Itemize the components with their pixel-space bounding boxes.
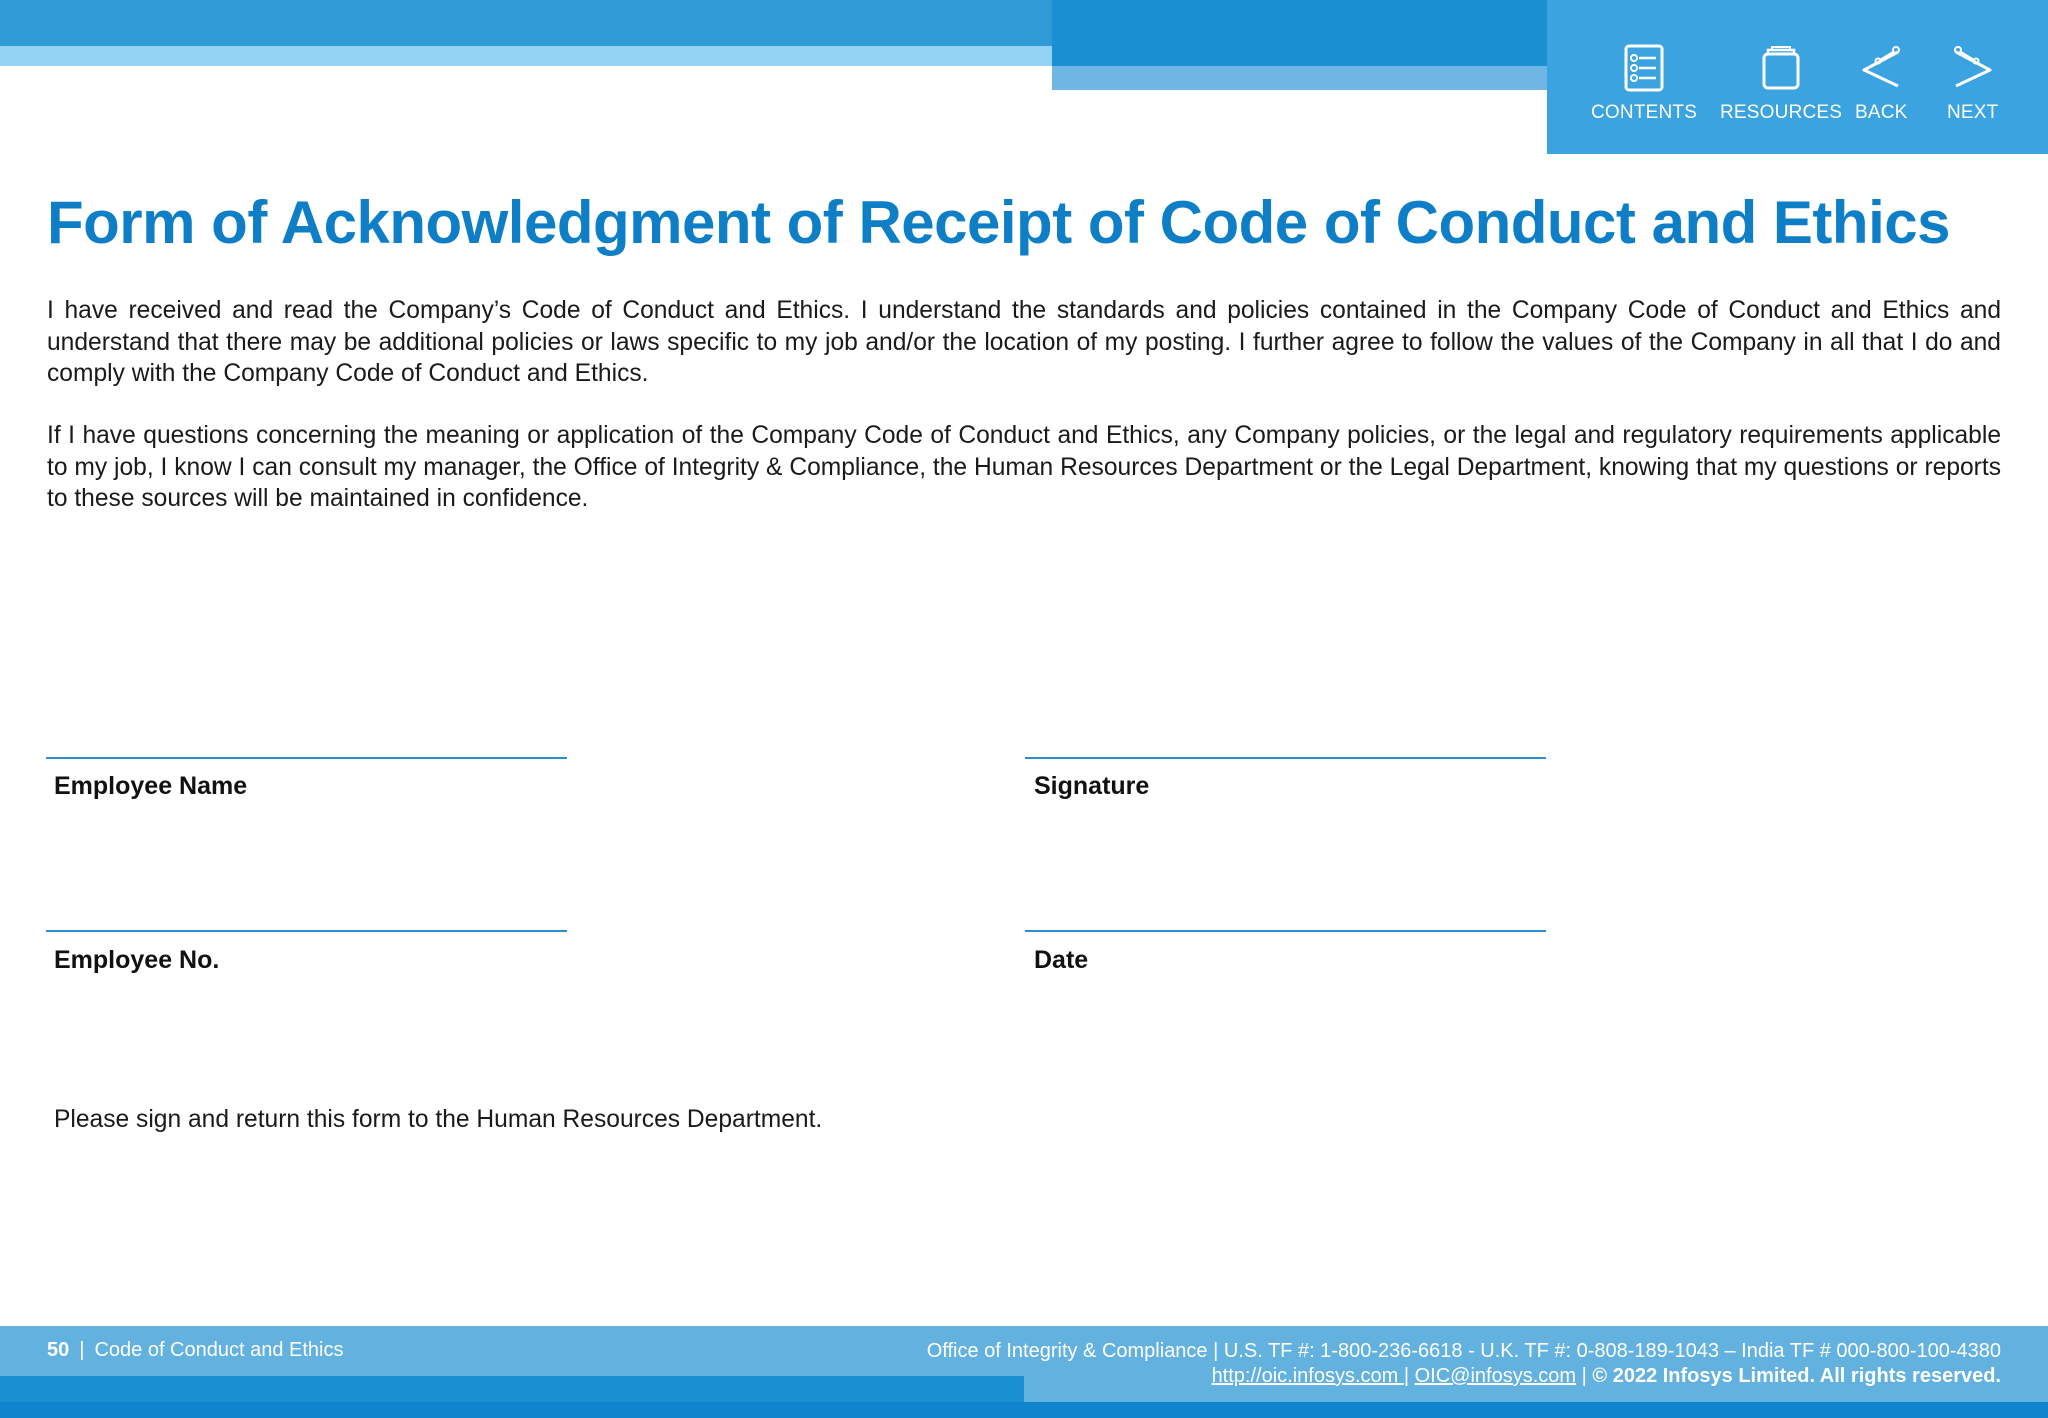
- nav-panel: [1547, 0, 2048, 154]
- footer-band-dark: [0, 1376, 1024, 1402]
- employee-name-line[interactable]: [46, 757, 567, 759]
- signature-line[interactable]: [1025, 757, 1546, 759]
- contents-button[interactable]: [1591, 44, 1697, 124]
- contents-label: CONTENTS: [1591, 102, 1698, 123]
- footer-doc-name: Code of Conduct and Ethics: [94, 1339, 344, 1361]
- employee-name-label: Employee Name: [54, 772, 248, 800]
- next-label: NEXT: [1947, 102, 1999, 123]
- resources-icon: [1758, 44, 1804, 92]
- resources-label: RESOURCES: [1720, 102, 1843, 123]
- back-label: BACK: [1855, 102, 1908, 123]
- footer-contact-line: Office of Integrity & Compliance | U.S. TF #: 1-800-236-6618 - U.K. TF #: 0-808-189-1043 – India TF # 000-800-100-4380: [926, 1340, 2001, 1362]
- footer-page-info: [47, 1339, 344, 1362]
- page-number: 50: [47, 1339, 70, 1361]
- footer-separator: |: [79, 1339, 85, 1361]
- footer-contact: [927, 1339, 2001, 1389]
- back-arrow-icon: [1858, 44, 1904, 92]
- signature-label: Signature: [1034, 772, 1150, 800]
- employee-no-label: Employee No.: [54, 946, 220, 974]
- header-band-light: [0, 46, 1052, 66]
- header-band-top: [0, 0, 1052, 46]
- return-instruction: Please sign and return this form to the Human Resources Department.: [54, 1106, 823, 1133]
- website-link[interactable]: http://oic.infosys.com: [1211, 1365, 1404, 1387]
- back-button[interactable]: [1855, 44, 1908, 124]
- footer-pipe: |: [1403, 1365, 1410, 1387]
- questions-paragraph: If I have questions concerning the meaning or application of the Company Code of Conduct and Ethics, any Company policies, or the legal and regulatory requirements applicable to my job, I know I can consult my manager, the Office of Integrity & Compliance, the Human Resources Department or the Legal Department, knowing that my questions or reports to these sources will be maintained in confidence.: [47, 422, 2001, 512]
- date-label: Date: [1034, 946, 1089, 974]
- footer-pipe: |: [1581, 1365, 1587, 1387]
- resources-button[interactable]: [1720, 44, 1842, 124]
- next-arrow-icon: [1950, 44, 1996, 92]
- contents-icon: [1621, 44, 1667, 92]
- footer-base: [0, 1402, 2048, 1418]
- next-button[interactable]: [1947, 44, 1998, 124]
- copyright-text: © 2022 Infosys Limited. All rights reserved.: [1592, 1365, 2001, 1387]
- acknowledgment-paragraph: I have received and read the Company’s Code of Conduct and Ethics. I understand the standards and policies contained in the Company Code of Conduct and Ethics and understand that there may be additional policies or laws specific to my job and/or the location of my posting. I further agree to follow the values of the Company in all that I do and comply with the Company Code of Conduct and Ethics.: [47, 297, 2001, 387]
- date-line[interactable]: [1025, 930, 1546, 932]
- email-link[interactable]: OIC@infosys.com: [1414, 1365, 1577, 1387]
- employee-no-line[interactable]: [46, 930, 567, 932]
- page-title: Form of Acknowledgment of Receipt of Code of Conduct and Ethics: [47, 189, 1950, 256]
- header-band-mid-low: [1052, 66, 1547, 90]
